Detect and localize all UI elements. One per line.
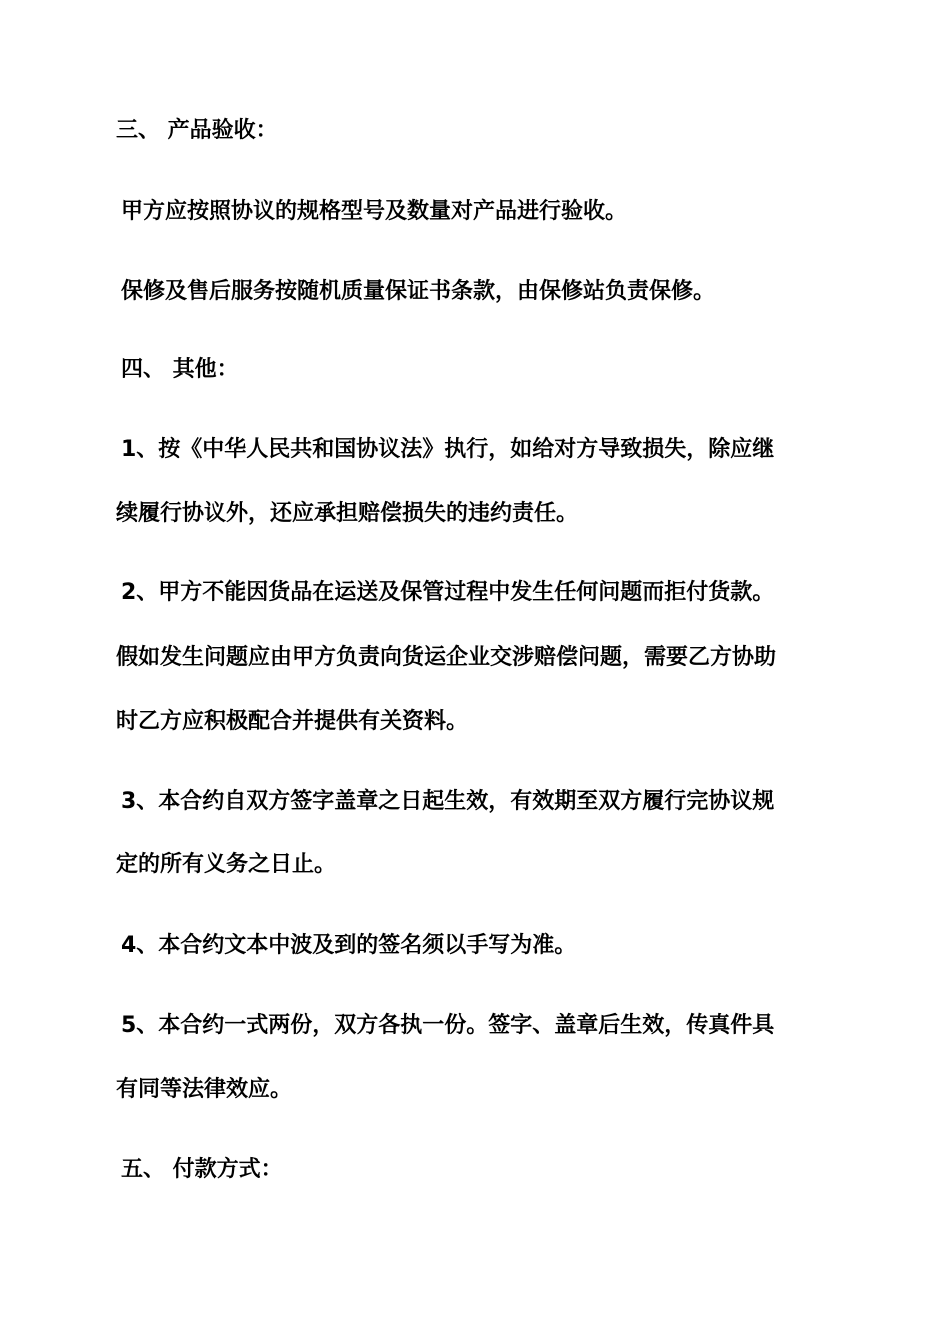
item-3-line-2: 定的所有义务之日止。: [116, 852, 337, 877]
item-2-line-3: 时乙方应积极配合并提供有关资料。: [116, 709, 469, 734]
item-2-line-2: 假如发生问题应由甲方负责向货运企业交涉赔偿问题，需要乙方协助: [116, 645, 777, 670]
item-1-line-1: 1、按《中华人民共和国协议法》执行，如给对方导致损失，除应继: [121, 437, 775, 462]
item-1-line-2: 续履行协议外，还应承担赔偿损失的违约责任。: [116, 501, 579, 526]
item-5-line-2: 有同等法律效应。: [116, 1077, 293, 1102]
item-3-line-1: 3、本合约自双方签字盖章之日起生效，有效期至双方履行完协议规: [121, 789, 775, 814]
section-3-paragraph-2: 保修及售后服务按随机质量保证书条款，由保修站负责保修。: [121, 279, 716, 304]
item-2-line-1: 2、甲方不能因货品在运送及保管过程中发生任何问题而拒付货款。: [121, 580, 775, 605]
section-3-heading: 三、 产品验收：: [116, 118, 278, 143]
item-4-line-1: 4、本合约文本中波及到的签名须以手写为准。: [121, 933, 577, 958]
section-5-heading: 五、 付款方式：: [121, 1157, 283, 1182]
section-3-paragraph-1: 甲方应按照协议的规格型号及数量对产品进行验收。: [121, 199, 628, 224]
item-5-line-1: 5、本合约一式两份，双方各执一份。签字、盖章后生效，传真件具: [121, 1013, 775, 1038]
section-4-heading: 四、 其他：: [121, 357, 239, 382]
